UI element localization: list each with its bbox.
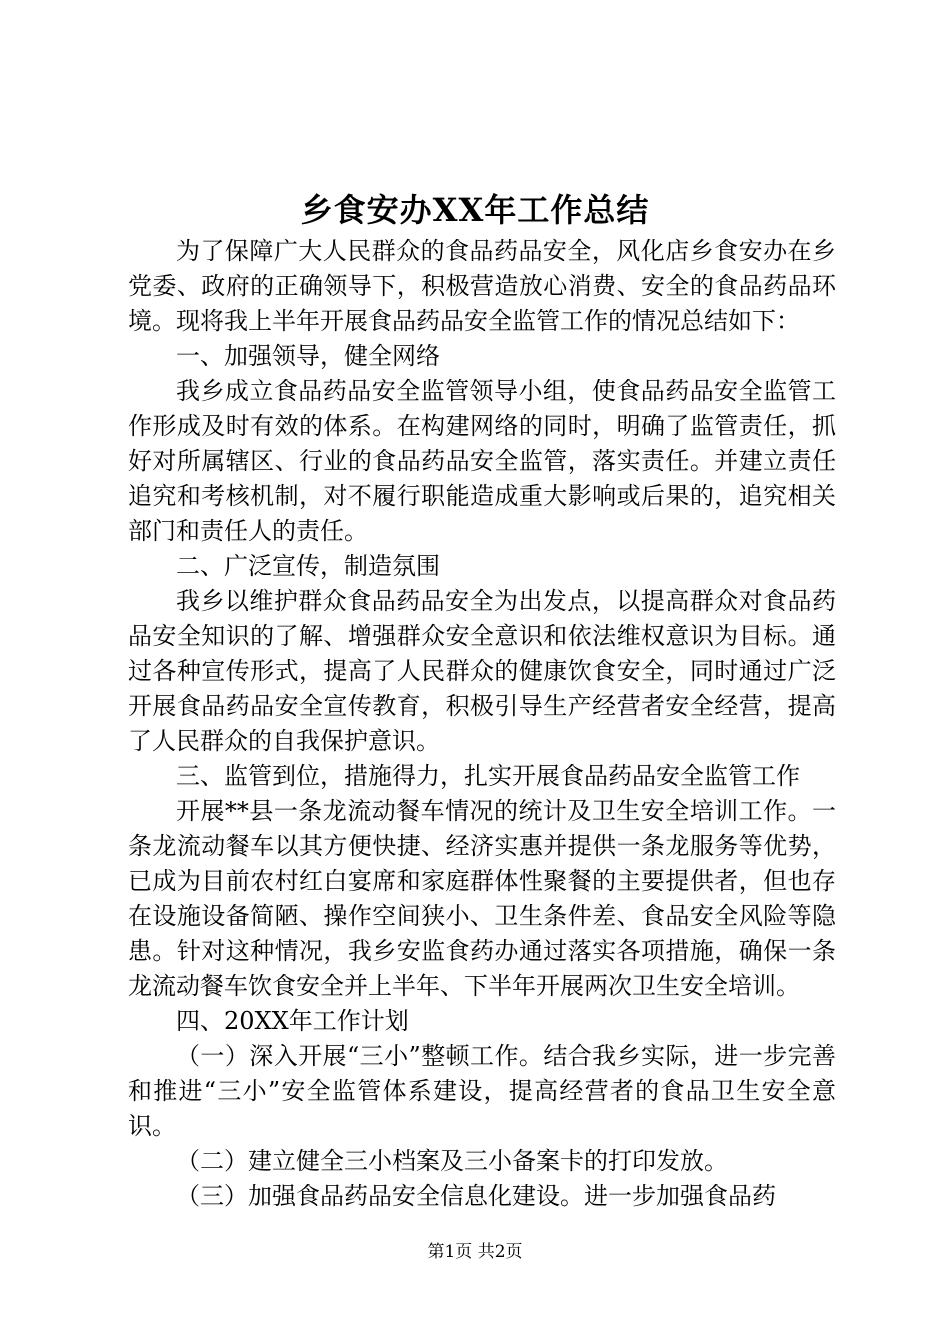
document-title: 乡食安办XX年工作总结 [300, 191, 650, 229]
section-1-body: 我乡成立食品药品安全监管领导小组，使食品药品安全监管工作形成及时有效的体系。在构建网络的同时，明确了监管责任，抓好对所属辖区、行业的食品药品安全监管，落实责任。并建立责任追究和考核机制，对不履行职能造成重大影响或后果的，追究相关部门和责任人的责任。 [128, 377, 836, 545]
intro-paragraph: 为了保障广大人民群众的食品药品安全，风化店乡食安办在乡党委、政府的正确领导下，积极营造放心消费、安全的食品药品环境。现将我上半年开展食品药品安全监管工作的情况总结如下： [128, 237, 836, 335]
plan-item-2: （二）建立健全三小档案及三小备案卡的打印发放。 [176, 1147, 728, 1175]
plan-item-3: （三）加强食品药品安全信息化建设。进一步加强食品药 [176, 1182, 776, 1210]
document-body [128, 234, 836, 1214]
section-3-heading: 三、监管到位，措施得力，扎实开展食品药品安全监管工作 [176, 762, 800, 790]
plan-item-1: （一）深入开展“三小”整顿工作。结合我乡实际，进一步完善和推进“三小”安全监管体系建设，提高经营者的食品卫生安全意识。 [128, 1042, 836, 1140]
section-1-heading: 一、加强领导，健全网络 [176, 342, 440, 370]
page-footer: 第1页 共2页 [427, 1242, 523, 1262]
section-2-heading: 二、广泛宣传，制造氛围 [176, 552, 440, 580]
section-2-body: 我乡以维护群众食品药品安全为出发点，以提高群众对食品药品安全知识的了解、增强群众安全意识和依法维权意识为目标。通过各种宣传形式，提高了人民群众的健康饮食安全，同时通过广泛开展食品药品安全宣传教育，积极引导生产经营者安全经营，提高了人民群众的自我保护意识。 [128, 587, 836, 755]
section-3-body: 开展**县一条龙流动餐车情况的统计及卫生安全培训工作。一条龙流动餐车以其方便快捷、经济实惠并提供一条龙服务等优势，已成为目前农村红白宴席和家庭群体性聚餐的主要提供者，但也存在设施设备简陋、操作空间狭小、卫生条件差、食品安全风险等隐患。针对这种情况，我乡安监食药办通过落实各项措施，确保一条龙流动餐车饮食安全并上半年、下半年开展两次卫生安全培训。 [128, 797, 836, 1000]
section-4-heading: 四、20XX年工作计划 [176, 1007, 409, 1035]
